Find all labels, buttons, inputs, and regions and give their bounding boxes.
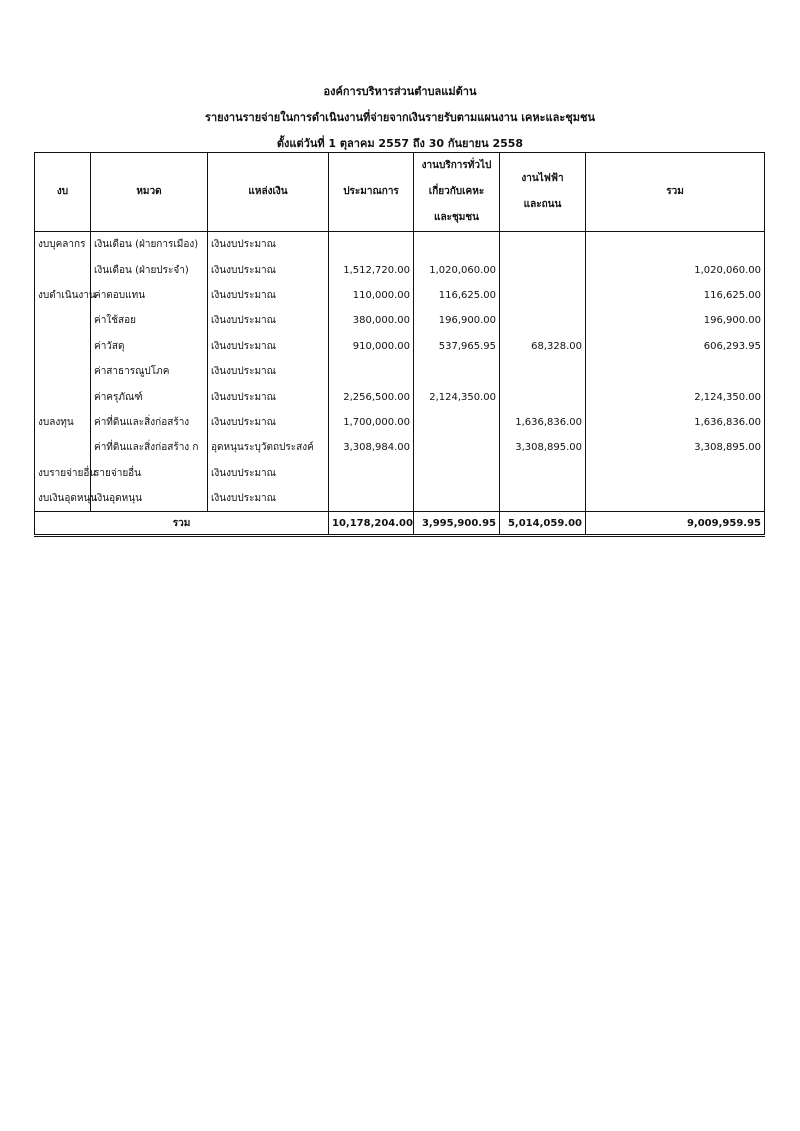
cell-source: อุดหนุนระบุวัตถประสงค์ bbox=[208, 435, 329, 460]
col-header-estimate: ประมาณการ bbox=[329, 153, 414, 232]
cell-electric: 1,636,836.00 bbox=[500, 410, 586, 435]
table-row bbox=[35, 486, 765, 512]
cell-budget bbox=[35, 435, 91, 460]
cell-category: เงินเดือน (ฝ่ายการเมือง) bbox=[91, 232, 208, 258]
total-row bbox=[35, 512, 765, 536]
col-header-total: รวม bbox=[586, 153, 765, 232]
cell-budget: งบรายจ่ายอื่น bbox=[35, 461, 91, 486]
cell-category: ค่าตอบแทน bbox=[91, 283, 208, 308]
cell-general: 1,020,060.00 bbox=[414, 257, 500, 282]
expense-report-table bbox=[34, 152, 765, 537]
cell-general: 196,900.00 bbox=[414, 308, 500, 333]
col-header-general-housing bbox=[414, 153, 500, 232]
cell-electric bbox=[500, 308, 586, 333]
cell-estimate: 110,000.00 bbox=[329, 283, 414, 308]
total-sum: 9,009,959.95 bbox=[586, 512, 765, 536]
col-header-budget: งบ bbox=[35, 153, 91, 232]
cell-source: เงินงบประมาณ bbox=[208, 283, 329, 308]
cell-electric: 3,308,895.00 bbox=[500, 435, 586, 460]
cell-category: เงินเดือน (ฝ่ายประจำ) bbox=[91, 257, 208, 282]
cell-total bbox=[586, 232, 765, 258]
cell-source: เงินงบประมาณ bbox=[208, 334, 329, 359]
cell-estimate: 380,000.00 bbox=[329, 308, 414, 333]
cell-total: 2,124,350.00 bbox=[586, 384, 765, 409]
cell-electric bbox=[500, 232, 586, 258]
table-header-row bbox=[35, 153, 765, 232]
cell-category: ค่าที่ดินและสิ่งก่อสร้าง bbox=[91, 410, 208, 435]
col-header-electric-line1: งานไฟฟ้า bbox=[521, 173, 564, 184]
cell-total bbox=[586, 486, 765, 512]
cell-source: เงินงบประมาณ bbox=[208, 257, 329, 282]
table-row bbox=[35, 384, 765, 409]
cell-category: ค่าวัสดุ bbox=[91, 334, 208, 359]
cell-budget bbox=[35, 308, 91, 333]
total-label: รวม bbox=[35, 512, 329, 536]
col-header-general-line1: งานบริการทั่วไป bbox=[421, 160, 492, 171]
cell-general bbox=[414, 232, 500, 258]
cell-total bbox=[586, 461, 765, 486]
total-electric: 5,014,059.00 bbox=[500, 512, 586, 536]
total-general: 3,995,900.95 bbox=[414, 512, 500, 536]
cell-electric bbox=[500, 384, 586, 409]
cell-budget bbox=[35, 257, 91, 282]
cell-general bbox=[414, 435, 500, 460]
cell-budget: งบเงินอุดหนุน bbox=[35, 486, 91, 512]
col-header-category: หมวด bbox=[91, 153, 208, 232]
col-header-general-line2: เกี่ยวกับเคหะ bbox=[428, 186, 485, 197]
report-org-title: องค์การบริหารส่วนตำบลแม่ต้าน bbox=[323, 85, 477, 98]
cell-category: ค่าครุภัณฑ์ bbox=[91, 384, 208, 409]
cell-general: 537,965.95 bbox=[414, 334, 500, 359]
cell-source: เงินงบประมาณ bbox=[208, 461, 329, 486]
cell-category: ค่าสาธารณูปโภค bbox=[91, 359, 208, 384]
cell-source: เงินงบประมาณ bbox=[208, 384, 329, 409]
cell-estimate: 910,000.00 bbox=[329, 334, 414, 359]
table-row bbox=[35, 283, 765, 308]
table-row bbox=[35, 334, 765, 359]
col-header-source: แหล่งเงิน bbox=[208, 153, 329, 232]
cell-general bbox=[414, 359, 500, 384]
cell-total: 116,625.00 bbox=[586, 283, 765, 308]
cell-category: ค่าใช้สอย bbox=[91, 308, 208, 333]
cell-category: ค่าที่ดินและสิ่งก่อสร้าง ก bbox=[91, 435, 208, 460]
table-row bbox=[35, 359, 765, 384]
cell-category: เงินอุดหนุน bbox=[91, 486, 208, 512]
table-row bbox=[35, 232, 765, 258]
cell-estimate bbox=[329, 359, 414, 384]
cell-budget: งบดำเนินงาน bbox=[35, 283, 91, 308]
cell-estimate: 1,700,000.00 bbox=[329, 410, 414, 435]
report-title: รายงานรายจ่ายในการดำเนินงานที่จ่ายจากเงินรายรับตามแผนงาน เคหะและชุมชน bbox=[205, 111, 595, 124]
cell-total: 196,900.00 bbox=[586, 308, 765, 333]
cell-electric bbox=[500, 461, 586, 486]
table-row bbox=[35, 257, 765, 282]
table-row bbox=[35, 461, 765, 486]
cell-estimate: 2,256,500.00 bbox=[329, 384, 414, 409]
cell-budget: งบลงทุน bbox=[35, 410, 91, 435]
cell-estimate bbox=[329, 486, 414, 512]
cell-electric bbox=[500, 486, 586, 512]
cell-electric bbox=[500, 359, 586, 384]
cell-category: รายจ่ายอื่น bbox=[91, 461, 208, 486]
cell-estimate: 3,308,984.00 bbox=[329, 435, 414, 460]
cell-electric bbox=[500, 257, 586, 282]
cell-budget bbox=[35, 334, 91, 359]
col-header-electric-line2: และถนน bbox=[523, 199, 562, 210]
cell-estimate bbox=[329, 232, 414, 258]
cell-source: เงินงบประมาณ bbox=[208, 486, 329, 512]
cell-source: เงินงบประมาณ bbox=[208, 308, 329, 333]
cell-budget bbox=[35, 384, 91, 409]
cell-total: 606,293.95 bbox=[586, 334, 765, 359]
cell-general bbox=[414, 410, 500, 435]
cell-general: 2,124,350.00 bbox=[414, 384, 500, 409]
cell-source: เงินงบประมาณ bbox=[208, 410, 329, 435]
cell-general: 116,625.00 bbox=[414, 283, 500, 308]
cell-budget: งบบุคลากร bbox=[35, 232, 91, 258]
cell-budget bbox=[35, 359, 91, 384]
table-row bbox=[35, 410, 765, 435]
cell-electric bbox=[500, 283, 586, 308]
cell-general bbox=[414, 486, 500, 512]
cell-total bbox=[586, 359, 765, 384]
col-header-electric-roads bbox=[500, 153, 586, 232]
report-period: ตั้งแต่วันที่ 1 ตุลาคม 2557 ถึง 30 กันยายน 2558 bbox=[276, 137, 524, 150]
cell-estimate bbox=[329, 461, 414, 486]
table-row bbox=[35, 308, 765, 333]
total-estimate: 10,178,204.00 bbox=[329, 512, 414, 536]
cell-total: 1,020,060.00 bbox=[586, 257, 765, 282]
cell-estimate: 1,512,720.00 bbox=[329, 257, 414, 282]
cell-total: 3,308,895.00 bbox=[586, 435, 765, 460]
table-row bbox=[35, 435, 765, 460]
cell-source: เงินงบประมาณ bbox=[208, 232, 329, 258]
cell-source: เงินงบประมาณ bbox=[208, 359, 329, 384]
col-header-general-line3: และชุมชน bbox=[434, 212, 479, 223]
cell-electric: 68,328.00 bbox=[500, 334, 586, 359]
cell-total: 1,636,836.00 bbox=[586, 410, 765, 435]
cell-general bbox=[414, 461, 500, 486]
